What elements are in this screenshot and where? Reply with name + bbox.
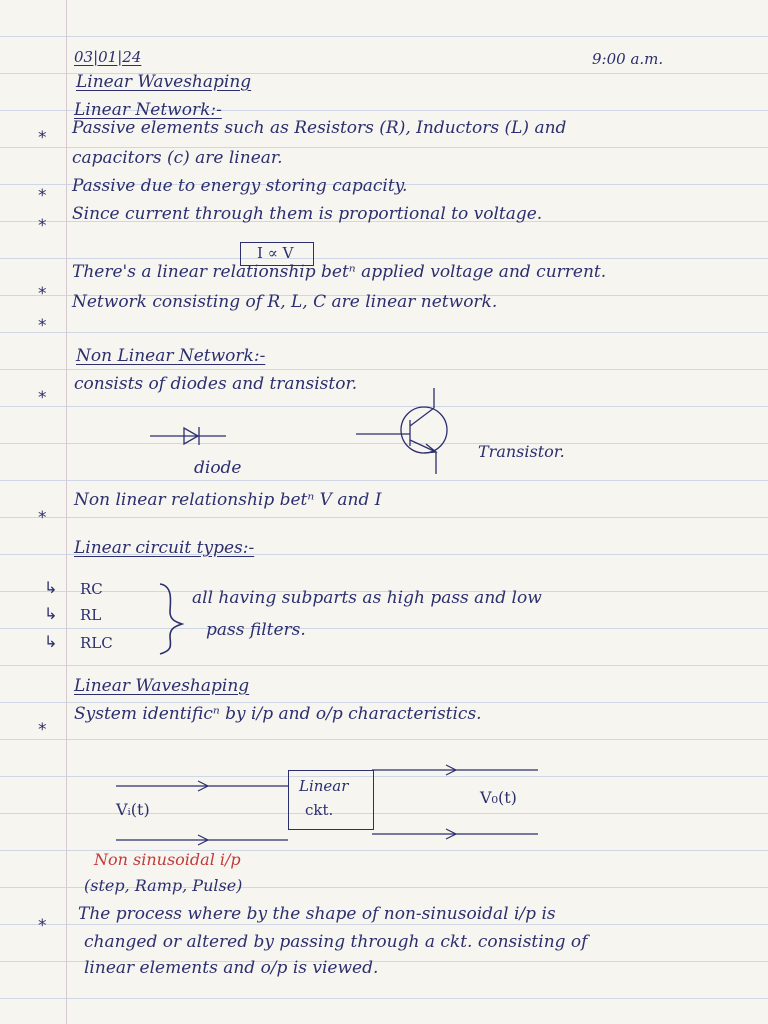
bullet-star: * bbox=[38, 508, 47, 528]
note-line: The process where by the shape of non-sinusoidal i/p is bbox=[78, 904, 556, 924]
note-line: pass filters. bbox=[206, 620, 306, 640]
page-title: Linear Waveshaping bbox=[76, 72, 252, 92]
note-line: Since current through them is proportional to voltage. bbox=[72, 204, 543, 224]
input-examples-note: (step, Ramp, Pulse) bbox=[84, 876, 243, 895]
curly-brace bbox=[160, 584, 182, 654]
bullet-star: * bbox=[38, 916, 47, 936]
circuit-type-item: RC bbox=[80, 580, 103, 598]
sub-bullet-mark: ↳ bbox=[44, 578, 58, 597]
sub-bullet-mark: ↳ bbox=[44, 632, 58, 651]
note-line: Non linear relationship betⁿ V and I bbox=[74, 490, 382, 510]
note-line: Passive due to energy storing capacity. bbox=[72, 176, 408, 196]
note-line: capacitors (c) are linear. bbox=[72, 148, 283, 168]
formula: I ∝ V bbox=[257, 244, 294, 262]
input-signal-label: Vᵢ(t) bbox=[116, 800, 150, 819]
bullet-star: * bbox=[38, 128, 47, 148]
note-line: consists of diodes and transistor. bbox=[74, 374, 358, 394]
input-type-note: Non sinusoidal i/p bbox=[94, 850, 241, 869]
bullet-star: * bbox=[38, 284, 47, 304]
note-line: all having subparts as high pass and low bbox=[192, 588, 542, 608]
output-signal-label: V₀(t) bbox=[480, 788, 517, 807]
diode-symbol bbox=[150, 427, 226, 445]
section-heading-linear-waveshaping: Linear Waveshaping bbox=[74, 676, 250, 696]
note-line: There's a linear relationship betⁿ applied voltage and current. bbox=[72, 262, 607, 282]
transistor-symbol bbox=[356, 388, 447, 474]
note-line: Network consisting of R, L, C are linear network. bbox=[72, 292, 498, 312]
note-line: System identificⁿ by i/p and o/p characteristics. bbox=[74, 704, 482, 724]
section-heading-circuit-types: Linear circuit types:- bbox=[74, 538, 255, 558]
note-line: changed or altered by passing through a ckt. consisting of bbox=[84, 932, 588, 952]
block-label: ckt. bbox=[305, 801, 334, 819]
note-line: Passive elements such as Resistors (R), Inductors (L) and bbox=[72, 118, 567, 138]
sub-bullet-mark: ↳ bbox=[44, 604, 58, 623]
bullet-star: * bbox=[38, 316, 47, 336]
block-label: Linear bbox=[299, 777, 349, 795]
section-heading-non-linear-network: Non Linear Network:- bbox=[76, 346, 266, 366]
circuit-type-item: RL bbox=[80, 606, 102, 624]
bullet-star: * bbox=[38, 186, 47, 206]
bullet-star: * bbox=[38, 216, 47, 236]
transistor-label: Transistor. bbox=[478, 442, 565, 461]
date: 03|01|24 bbox=[74, 48, 142, 66]
linear-circuit-block bbox=[288, 770, 374, 830]
circuit-type-item: RLC bbox=[80, 634, 113, 652]
note-line: linear elements and o/p is viewed. bbox=[84, 958, 379, 978]
diode-label: diode bbox=[194, 458, 242, 478]
bullet-star: * bbox=[38, 720, 47, 740]
time: 9:00 a.m. bbox=[592, 50, 664, 68]
bullet-star: * bbox=[38, 388, 47, 408]
section-heading-linear-network: Linear Network:- bbox=[74, 100, 222, 120]
